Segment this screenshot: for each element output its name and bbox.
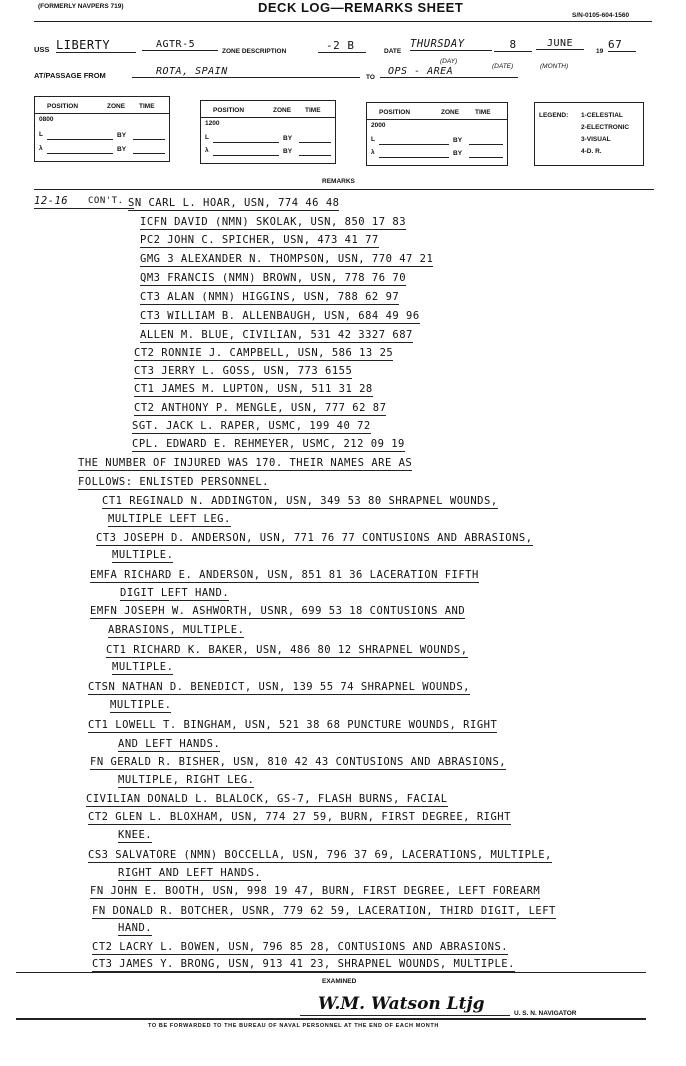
remark-text: CT1 LOWELL T. BINGHAM, USN, 521 38 68 PUNCTURE WOUNDS, RIGHT <box>88 719 498 731</box>
longitude-label: λ <box>39 145 43 152</box>
position-box-0800 <box>34 96 170 162</box>
uss-label: USS <box>34 45 50 54</box>
to-label: TO <box>366 74 375 81</box>
remark-text: FN DONALD R. BOTCHER, USNR, 779 62 59, LACERATION, THIRD DIGIT, LEFT <box>92 905 556 917</box>
latitude-line <box>379 144 449 145</box>
form-id: (FORMERLY NAVPERS 719) <box>38 3 124 10</box>
footer-rule <box>16 1018 646 1020</box>
remark-text: DIGIT LEFT HAND. <box>120 587 230 599</box>
latitude-label: L <box>39 131 43 138</box>
remark-line <box>128 197 339 209</box>
remark-line <box>132 438 405 450</box>
remark-line <box>110 699 171 711</box>
entry-underline <box>34 208 134 209</box>
by-label: BY <box>453 150 463 157</box>
remark-text: CT3 JOSEPH D. ANDERSON, USN, 771 76 77 CONTUSIONS AND ABRASIONS, <box>96 532 533 544</box>
time-header: TIME <box>475 109 491 116</box>
zone-header: ZONE <box>107 103 126 110</box>
remark-text: CT1 REGINALD N. ADDINGTON, USN, 349 53 80 SHRAPNEL WOUNDS, <box>102 495 498 507</box>
remark-text: FOLLOWS: ENLISTED PERSONNEL. <box>78 476 270 488</box>
remark-text: CIVILIAN DONALD L. BLALOCK, GS-7, FLASH BURNS, FACIAL <box>86 793 448 805</box>
month-caption: (MONTH) <box>540 63 569 70</box>
remark-line <box>134 365 352 377</box>
remark-text: CT1 RICHARD K. BAKER, USN, 486 80 12 SHRAPNEL WOUNDS, <box>106 644 468 656</box>
remark-text: MULTIPLE. <box>112 661 174 673</box>
remark-text: ICFN DAVID (NMN) SKOLAK, USN, 850 17 83 <box>140 216 407 228</box>
year-value: 67 <box>608 38 636 52</box>
remark-text: MULTIPLE, RIGHT LEG. <box>118 774 255 786</box>
remark-text: EMFN JOSEPH W. ASHWORTH, USNR, 699 53 18 CONTUSIONS AND <box>90 605 466 617</box>
by-line <box>469 157 503 158</box>
header-rule <box>34 21 652 22</box>
date-value: 8 <box>494 38 532 52</box>
remark-text: CT2 ANTHONY P. MENGLE, USN, 777 62 87 <box>134 402 387 414</box>
remark-line <box>118 829 152 841</box>
remark-line <box>112 661 173 673</box>
position-box-1200 <box>200 100 336 164</box>
remark-text: HAND. <box>118 922 153 934</box>
remark-line <box>88 811 511 823</box>
remark-text: FN GERALD R. BISHER, USN, 810 42 43 CONTUSIONS AND ABRASIONS, <box>90 756 507 768</box>
by-label: BY <box>283 148 293 155</box>
remark-text: CS3 SALVATORE (NMN) BOCCELLA, USN, 796 37 69, LACERATIONS, MULTIPLE, <box>88 849 552 861</box>
remark-text: SGT. JACK L. RAPER, USMC, 199 40 72 <box>132 420 371 432</box>
remark-line <box>88 719 497 731</box>
by-label: BY <box>453 137 463 144</box>
remark-line <box>92 958 515 970</box>
remark-line <box>90 605 465 617</box>
remark-text: THE NUMBER OF INJURED WAS 170. THEIR NAMES ARE AS <box>78 457 413 469</box>
ship-name: LIBERTY <box>56 38 136 53</box>
latitude-label: L <box>205 134 209 141</box>
remark-line <box>88 681 470 693</box>
longitude-line <box>379 157 449 158</box>
entry-period: 12-16 <box>34 195 69 207</box>
remark-text: EMFA RICHARD E. ANDERSON, USN, 851 81 36 LACERATION FIFTH <box>90 569 479 581</box>
from-value: ROTA, SPAIN <box>132 66 360 78</box>
zone-header: ZONE <box>441 109 460 116</box>
remark-line <box>108 513 231 525</box>
date-label: DATE <box>384 48 402 55</box>
remark-line <box>134 402 386 414</box>
by-line <box>133 153 165 154</box>
legend-item: 2-ELECTRONIC <box>581 124 630 131</box>
remark-text: PC2 JOHN C. SPICHER, USN, 473 41 77 <box>140 234 379 246</box>
longitude-label: λ <box>371 149 375 156</box>
position-header: POSITION <box>213 107 245 114</box>
remark-line <box>92 941 508 953</box>
remark-line <box>140 329 413 341</box>
remark-line <box>78 476 269 488</box>
to-value: OPS - AREA <box>380 66 518 78</box>
by-line <box>299 155 331 156</box>
box-rule <box>201 117 335 118</box>
remark-text: MULTIPLE LEFT LEG. <box>108 513 231 525</box>
remark-text: KNEE. <box>118 829 153 841</box>
year-prefix: 19 <box>596 48 604 55</box>
remark-line <box>120 587 229 599</box>
legend-item: 1-CELESTIAL <box>581 112 623 119</box>
passage-label: AT/PASSAGE FROM <box>34 71 106 80</box>
remark-line <box>118 774 254 786</box>
remark-line <box>106 644 468 656</box>
day-caption: (DAY) <box>440 58 458 65</box>
legend-box <box>534 102 644 166</box>
legend-label: LEGEND: <box>539 112 569 119</box>
remarks-label: REMARKS <box>322 178 355 185</box>
position-box-2000 <box>366 102 508 166</box>
remark-line <box>78 457 412 469</box>
remark-text: CT2 GLEN L. BLOXHAM, USN, 774 27 59, BURN, FIRST DEGREE, RIGHT <box>88 811 511 823</box>
time-header: TIME <box>305 107 321 114</box>
remark-line <box>92 905 556 917</box>
remark-line <box>132 420 371 432</box>
remark-text: CT2 LACRY L. BOWEN, USN, 796 85 28, CONTUSIONS AND ABRASIONS. <box>92 941 509 953</box>
latitude-label: L <box>371 136 375 143</box>
remarks-rule <box>34 189 654 190</box>
remark-text: CT3 JERRY L. GOSS, USN, 773 6155 <box>134 365 353 377</box>
entry-continued: CON'T. <box>88 196 124 206</box>
zone-label: ZONE DESCRIPTION <box>222 48 287 55</box>
remark-line <box>140 253 433 265</box>
remark-line <box>86 793 448 805</box>
box-rule <box>35 113 169 114</box>
remark-line <box>140 234 379 246</box>
hull-number: AGTR-5 <box>142 39 218 51</box>
box-rule <box>367 119 507 120</box>
remark-line <box>118 922 152 934</box>
remark-line <box>140 291 399 303</box>
date-caption: (DATE) <box>492 63 514 70</box>
remark-text: CPL. EDWARD E. REHMEYER, USMC, 212 09 19 <box>132 438 405 450</box>
longitude-line <box>47 153 113 154</box>
position-header: POSITION <box>47 103 79 110</box>
by-label: BY <box>283 135 293 142</box>
examined-label: EXAMINED <box>322 978 357 985</box>
by-line <box>133 139 165 140</box>
longitude-line <box>213 155 279 156</box>
zone-value: -2 B <box>318 39 366 53</box>
legend-item: 3-VISUAL <box>581 136 611 143</box>
remark-text: RIGHT AND LEFT HANDS. <box>118 867 262 879</box>
latitude-line <box>213 142 279 143</box>
time-value: 1200 <box>205 120 220 127</box>
remark-text: CT1 JAMES M. LUPTON, USN, 511 31 28 <box>134 383 373 395</box>
remark-text: AND LEFT HANDS. <box>118 738 221 750</box>
month-value: JUNE <box>536 38 584 50</box>
remark-text: CTSN NATHAN D. BENEDICT, USN, 139 55 74 SHRAPNEL WOUNDS, <box>88 681 471 693</box>
remark-text: CT2 RONNIE J. CAMPBELL, USN, 586 13 25 <box>134 347 394 359</box>
remark-line <box>112 549 173 561</box>
page-title: DECK LOG—REMARKS SHEET <box>258 0 464 15</box>
remark-text: MULTIPLE. <box>110 699 172 711</box>
time-value: 2000 <box>371 122 386 129</box>
remarks-end-rule <box>16 972 646 973</box>
remark-line <box>90 885 540 897</box>
longitude-label: λ <box>205 147 209 154</box>
remark-line <box>134 347 393 359</box>
remark-line <box>118 867 261 879</box>
remark-text: GMG 3 ALEXANDER N. THOMPSON, USN, 770 47 21 <box>140 253 434 265</box>
remark-text: QM3 FRANCIS (NMN) BROWN, USN, 778 76 70 <box>140 272 407 284</box>
by-label: BY <box>117 132 127 139</box>
latitude-line <box>47 139 113 140</box>
remark-line <box>102 495 498 507</box>
by-line <box>469 144 503 145</box>
remark-text: ALLEN M. BLUE, CIVILIAN, 531 42 3327 687 <box>140 329 413 341</box>
remark-line <box>140 272 406 284</box>
legend-item: 4-D. R. <box>581 148 602 155</box>
time-value: 0800 <box>39 116 54 123</box>
position-header: POSITION <box>379 109 411 116</box>
remark-text: CT3 ALAN (NMN) HIGGINS, USN, 788 62 97 <box>140 291 400 303</box>
navigator-label: U. S. N. NAVIGATOR <box>514 1010 577 1017</box>
by-line <box>299 142 331 143</box>
stock-number: S/N-0105-604-1560 <box>572 12 630 19</box>
by-label: BY <box>117 146 127 153</box>
signature-line <box>300 1015 510 1016</box>
forwarding-instructions: TO BE FORWARDED TO THE BUREAU OF NAVAL PERSONNEL AT THE END OF EACH MONTH <box>148 1023 439 1029</box>
remark-text: CT3 JAMES Y. BRONG, USN, 913 41 23, SHRAPNEL WOUNDS, MULTIPLE. <box>92 958 515 970</box>
navigator-signature: W.M. Watson Ltjg <box>318 994 485 1014</box>
remark-line <box>140 310 420 322</box>
time-header: TIME <box>139 103 155 110</box>
remark-line <box>108 624 244 636</box>
remark-line <box>88 849 552 861</box>
remark-line <box>96 532 533 544</box>
remark-text: CT3 WILLIAM B. ALLENBAUGH, USN, 684 49 96 <box>140 310 420 322</box>
remark-text: ABRASIONS, MULTIPLE. <box>108 624 245 636</box>
remark-line <box>118 738 220 750</box>
day-value: THURSDAY <box>410 38 492 51</box>
remark-text: FN JOHN E. BOOTH, USN, 998 19 47, BURN, FIRST DEGREE, LEFT FOREARM <box>90 885 541 897</box>
remark-line <box>90 756 506 768</box>
remark-line <box>140 216 406 228</box>
zone-header: ZONE <box>273 107 292 114</box>
remark-text: MULTIPLE. <box>112 549 174 561</box>
remark-text: SN CARL L. HOAR, USN, 774 46 48 <box>128 197 340 209</box>
remark-line <box>90 569 479 581</box>
remark-line <box>134 383 373 395</box>
